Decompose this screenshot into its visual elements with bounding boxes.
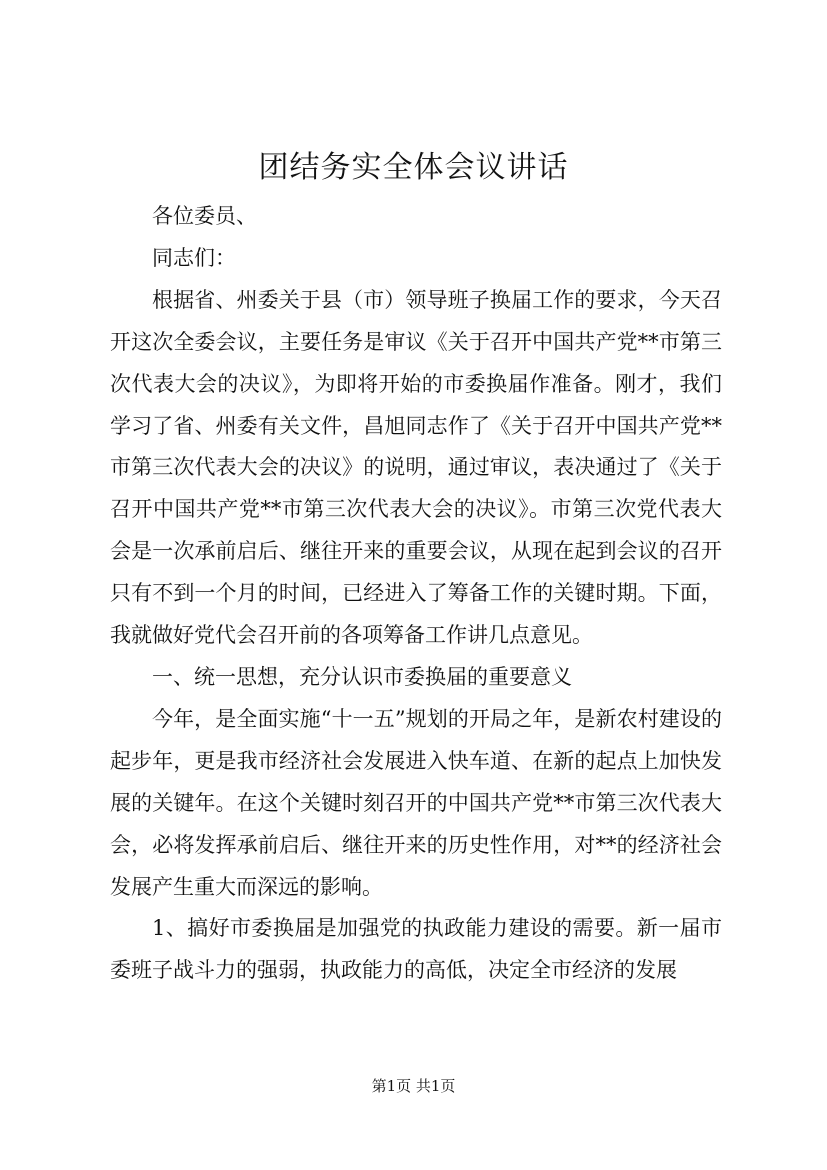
section-heading-1: 一、统一思想，充分认识市委换届的重要意义 <box>152 664 572 689</box>
document-body <box>110 196 722 992</box>
salutation-line-2: 同志们： <box>152 245 236 270</box>
paragraph-point-1: 1、搞好市委换届是加强党的执政能力建设的需要。新一届市委班子战斗力的强弱，执政能力的高低，决定全市经济的发展 <box>110 916 722 983</box>
salutation-line-1: 各位委员、 <box>152 204 257 228</box>
paragraph-intro: 根据省、州委关于县（市）领导班子换届工作的要求，今天召开这次全委会议，主要任务是审议《关于召开中国共产党**市第三次代表大会的决议》，为即将开始的市委换届作准备。刚才，我们学习了省、州委有关文件，昌旭同志作了《关于召开中国共产党**市第三次代表大会的决议》的说明，通过审议，表决通过了《关于召开中国共产党**市第三次代表大会的决议》。市第三次党代表大会是一次承前启后、继往开来的重要会议，从现在起到会议的召开只有不到一个月的时间，已经进入了筹备工作的关键时期。下面，我就做好党代会召开前的各项筹备工作讲几点意见。 <box>110 287 722 648</box>
page-footer: 第1页 共1页 <box>371 1077 456 1095</box>
paragraph-context: 今年，是全面实施“十一五”规划的开局之年，是新农村建设的起步年，更是我市经济社会发展进入快车道、在新的起点上加快发展的关键年。在这个关键时刻召开的中国共产党**市第三次代表大会，必将发挥承前启后、继往开来的历史性作用，对**的经济社会发展产生重大而深远的影响。 <box>110 706 722 899</box>
document-title: 团结务实全体会议讲话 <box>258 150 569 185</box>
